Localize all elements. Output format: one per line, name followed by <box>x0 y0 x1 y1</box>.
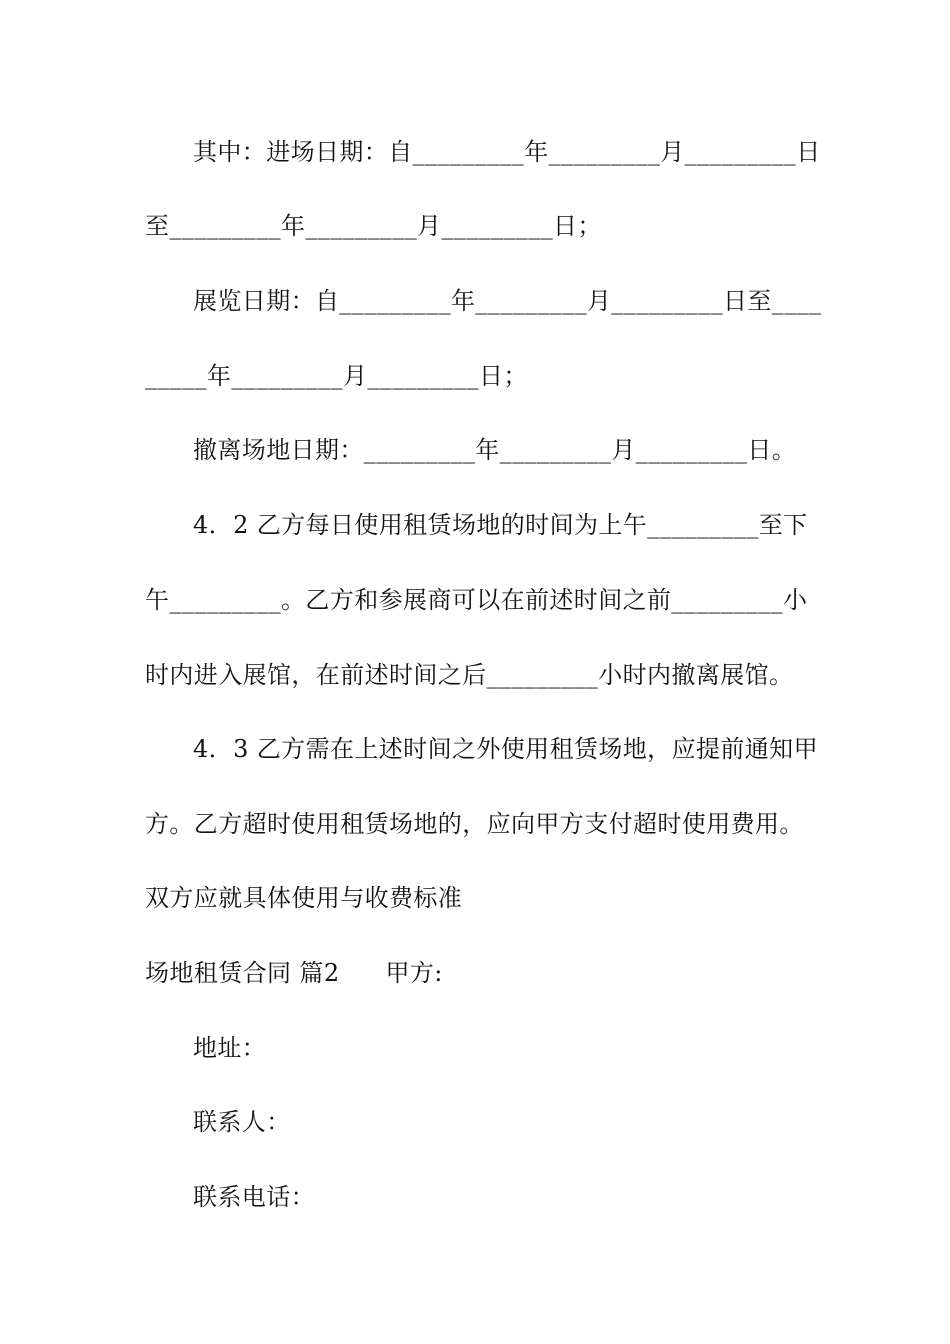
address-label: 地址： <box>193 1034 267 1062</box>
contact-phone-label: 联系电话： <box>193 1183 315 1211</box>
entry-date-line-cont: 至_________年_________月_________日； <box>145 212 602 240</box>
clause-4-3-line-1: 4．3 乙方需在上述时间之外使用租赁场地，应提前通知甲 <box>193 735 818 763</box>
contract-title: 场地租赁合同 篇2 <box>145 959 340 987</box>
contact-person-label: 联系人： <box>193 1108 291 1136</box>
fee-standard-line: 双方应就具体使用与收费标准 <box>145 884 463 912</box>
entry-date-line: 其中：进场日期：自_________年_________月_________日 <box>193 138 821 166</box>
clause-4-2-line-3: 时内进入展馆，在前述时间之后_________小时内撤离展馆。 <box>145 661 794 689</box>
exhibition-date-line: 展览日期：自_________年_________月_________日至____ <box>193 287 822 315</box>
contract-heading-line <box>145 958 810 988</box>
clause-4-2-line-1: 4．2 乙方每日使用租赁场地的时间为上午_________至下 <box>193 511 808 539</box>
party-a-label: 甲方: <box>385 959 443 987</box>
exhibition-date-line-cont: _____年_________月_________日； <box>145 362 528 390</box>
withdrawal-date-line: 撤离场地日期：_________年_________月_________日。 <box>193 436 797 464</box>
clause-4-3-line-2: 方。乙方超时使用租赁场地的，应向甲方支付超时使用费用。 <box>145 810 804 838</box>
clause-4-2-line-2: 午_________。乙方和参展商可以在前述时间之前_________小 <box>145 586 808 614</box>
